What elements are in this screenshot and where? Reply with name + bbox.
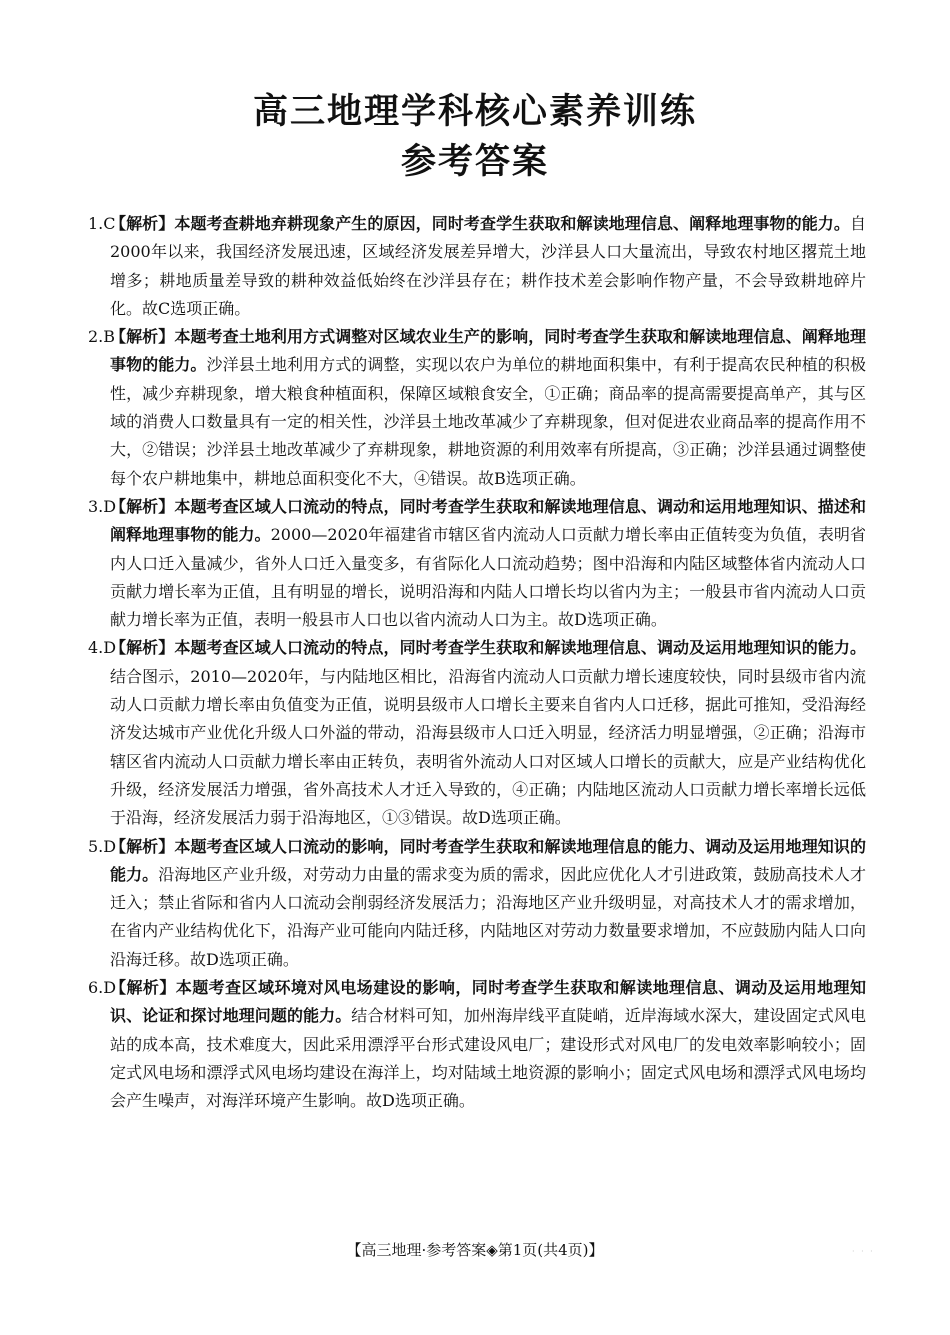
- analysis-focus: 本题考查区域人口流动的特点，同时考查学生获取和解读地理信息、调动和运用地理知识、描述和阐释地理事物的能力。: [110, 496, 866, 545]
- page-subtitle: 参考答案: [400, 142, 549, 182]
- answer-item-3: [88, 493, 866, 634]
- scan-mark-dots: · · ·: [852, 1247, 875, 1256]
- answer-number: 6.D: [88, 978, 117, 998]
- answer-item-4: [88, 634, 866, 832]
- analysis-focus: 本题考查区域人口流动的影响，同时考查学生获取和解读地理信息的能力、调动及运用地理知识的能力。: [110, 836, 866, 884]
- analysis-label: 【解析】: [110, 836, 175, 856]
- answer-item-2: [88, 323, 866, 493]
- analysis-body: 结合图示，2010—2020年，与内陆地区相比，沿海省内流动人口贡献力增长速度较快，同时县级市省内流动人口贡献力增长率由负值变为正值，说明县级市人口增长主要来自省内人口迁移，据此可推知，受沿海经济发达城市产业优化升级人口外溢的带动，沿海县级市人口迁入明显，经济活力明显增强，②正确；沿海市辖区省内流动人口贡献力增长率由正转负，表明省外流动人口对区域人口增长的贡献大，应是产业结构优化升级，经济发展活力增强，省外高技术人才迁入导致的，④正确；内陆地区流动人口贡献力增长率增长远低于沿海，经济发展活力弱于沿海地区，①③错误。故D选项正确。: [110, 666, 866, 828]
- answer-number: 2.B: [88, 327, 116, 347]
- analysis-focus: 本题考查土地利用方式调整对区域农业生产的影响，同时考查学生获取和解读地理信息、阐释地理事物的能力。: [110, 327, 866, 375]
- answer-item-1: [88, 210, 866, 323]
- analysis-body: 自2000年以来，我国经济发展迅速，区域经济发展差异增大，沙洋县人口大量流出，导致农村地区撂荒土地增多；耕地质量差导致的耕种效益低始终在沙洋县存在；耕作技术差会影响作物产量，不会导致耕地碎片化。故C选项正确。: [110, 214, 866, 318]
- analysis-body: 沙洋县土地利用方式的调整，实现以农户为单位的耕地面积集中，有利于提高农民种植的积极性，减少弃耕现象，增大粮食种植面积，保障区域粮食安全，①正确；商品率的提高需要提高单产，其与区域的消费人口数量具有一定的相关性，沙洋县土地改革减少了弃耕现象，但对促进农业商品率的提高作用不大，②错误；沙洋县土地改革减少了弃耕现象，耕地资源的利用效率有所提高，③正确；沙洋县通过调整使每个农户耕地集中，耕地总面积变化不大，④错误。故B选项正确。: [110, 355, 866, 488]
- answer-item-6: [88, 974, 866, 1115]
- analysis-body: 沿海地区产业升级，对劳动力由量的需求变为质的需求，因此应优化人才引进政策，鼓励高技术人才迁入；禁止省际和省内人口流动会削弱经济发展活力；沿海地区产业升级明显，对高技术人才的需求增加，在省内产业结构优化下，沿海产业可能向内陆迁移，内陆地区对劳动力数量要求增加，不应鼓励内陆人口向沿海迁移。故D选项正确。: [110, 864, 866, 969]
- analysis-focus: 本题考查耕地弃耕现象产生的原因，同时考查学生获取和解读地理信息、阐释地理事物的能力。: [174, 214, 850, 233]
- answer-number: 4.D: [88, 638, 117, 658]
- answer-list: [88, 210, 866, 1116]
- analysis-body: 2000—2020年福建省市辖区省内流动人口贡献力增长率由正值转变为负值，表明省内人口迁入量减少，省外人口迁入量变多，有省际化人口流动趋势；图中沿海和内陆区域整体省内流动人口贡献力增长率为正值，且有明显的增长，说明沿海和内陆人口增长均以省内为主；一般县市省内流动人口贡献力增长率为正值，表明一般县市人口也以省内流动人口为主。故D选项正确。: [110, 525, 866, 630]
- answer-number: 3.D: [88, 496, 117, 516]
- analysis-focus: 本题考查区域人口流动的特点，同时考查学生获取和解读地理信息、调动及运用地理知识的能力。: [174, 638, 866, 658]
- answer-number: 1.C: [88, 214, 116, 233]
- analysis-label: 【解析】: [110, 978, 176, 998]
- analysis-label: 【解析】: [110, 496, 175, 516]
- analysis-body: 结合材料可知，加州海岸线平直陡峭，近岸海域水深大，建设固定式风电站的成本高，技术难度大，因此采用漂浮平台形式建设风电厂；建设形式对风电厂的发电效率影响较小；固定式风电场和漂浮式风电场均建设在海洋上，均对陆域土地资源的影响小；固定式风电场和漂浮式风电场均会产生噪声，对海洋环境产生影响。故D选项正确。: [110, 1006, 866, 1111]
- page-title: 高三地理学科核心素养训练: [252, 92, 697, 132]
- analysis-label: 【解析】: [110, 214, 175, 233]
- answer-number: 5.D: [88, 836, 117, 856]
- answer-item-5: [88, 833, 866, 974]
- page-footer: 【高三地理·参考答案◈第1页(共4页)】: [346, 1241, 604, 1259]
- analysis-label: 【解析】: [110, 638, 175, 658]
- analysis-label: 【解析】: [110, 327, 175, 347]
- analysis-focus: 本题考查区域环境对风电场建设的影响，同时考查学生获取和解读地理信息、调动及运用地理知识、论证和探讨地理问题的能力。: [110, 978, 866, 1026]
